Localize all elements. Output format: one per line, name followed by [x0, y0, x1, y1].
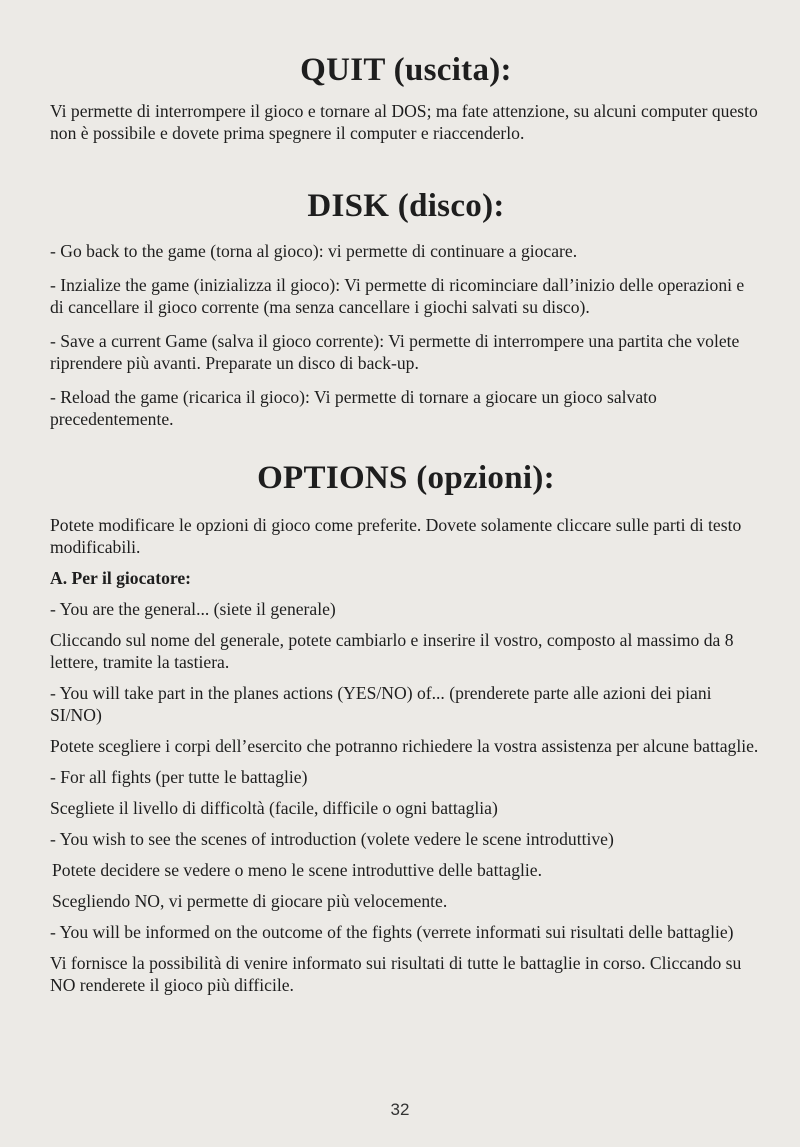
options-subheading: A. Per il giocatore:	[50, 568, 192, 588]
quit-heading: QUIT (uscita):	[300, 52, 512, 88]
option-outcome-desc: Vi fornisce la possibilità di venire informato sui risultati di tutte le battaglie in corso. Cliccando su NO renderete il gioco più difficile.	[50, 953, 742, 995]
option-fights-desc: Scegliete il livello di difficoltà (facile, difficile o ogni battaglia)	[50, 798, 498, 818]
page-content	[50, 48, 762, 996]
disk-item-2: - Inzialize the game (inizializza il gioco): Vi permette di ricominciare dall’inizio delle operazioni e di cancellare il gioco corrente (ma senza cancellare i giochi salvati su disco).	[50, 275, 745, 317]
option-fights: - For all fights (per tutte le battaglie)	[50, 767, 308, 787]
option-planes-desc: Potete scegliere i corpi dell’esercito che potranno richiedere la vostra assistenza per alcune battaglie.	[50, 736, 759, 756]
option-intro-scenes: - You wish to see the scenes of introduction (volete vedere le scene introduttive)	[50, 829, 614, 849]
option-general: - You are the general... (siete il generale)	[50, 599, 336, 619]
disk-heading: DISK (disco):	[307, 188, 505, 224]
disk-item-4: - Reload the game (ricarica il gioco): Vi permette di tornare a giocare un gioco salvato precedentemente.	[50, 387, 657, 429]
option-outcome: - You will be informed on the outcome of the fights (verrete informati sui risultati delle battaglie)	[50, 922, 734, 942]
options-heading: OPTIONS (opzioni):	[257, 460, 555, 496]
option-intro-scenes-note: Scegliendo NO, vi permette di giocare più velocemente.	[52, 891, 448, 911]
disk-item-1: - Go back to the game (torna al gioco): vi permette di continuare a giocare.	[50, 241, 578, 261]
option-intro-scenes-desc: Potete decidere se vedere o meno le scene introduttive delle battaglie.	[52, 860, 542, 880]
option-general-desc: Cliccando sul nome del generale, potete cambiarlo e inserire il vostro, composto al massimo da 8 lettere, tramite la tastiera.	[50, 630, 734, 672]
disk-item-3: - Save a current Game (salva il gioco corrente): Vi permette di interrompere una partita che volete riprendere più avanti. Preparate un disco di back-up.	[50, 331, 740, 373]
option-planes: - You will take part in the planes actions (YES/NO) of... (prenderete parte alle azioni dei piani SI/NO)	[50, 683, 712, 725]
page-number: 32	[390, 1100, 410, 1119]
quit-text: Vi permette di interrompere il gioco e tornare al DOS; ma fate attenzione, su alcuni computer questo non è possibile e dovete prima spegnere il computer e riaccenderlo.	[50, 101, 758, 143]
options-intro: Potete modificare le opzioni di gioco come preferite. Dovete solamente cliccare sulle parti di testo modificabili.	[50, 515, 742, 557]
